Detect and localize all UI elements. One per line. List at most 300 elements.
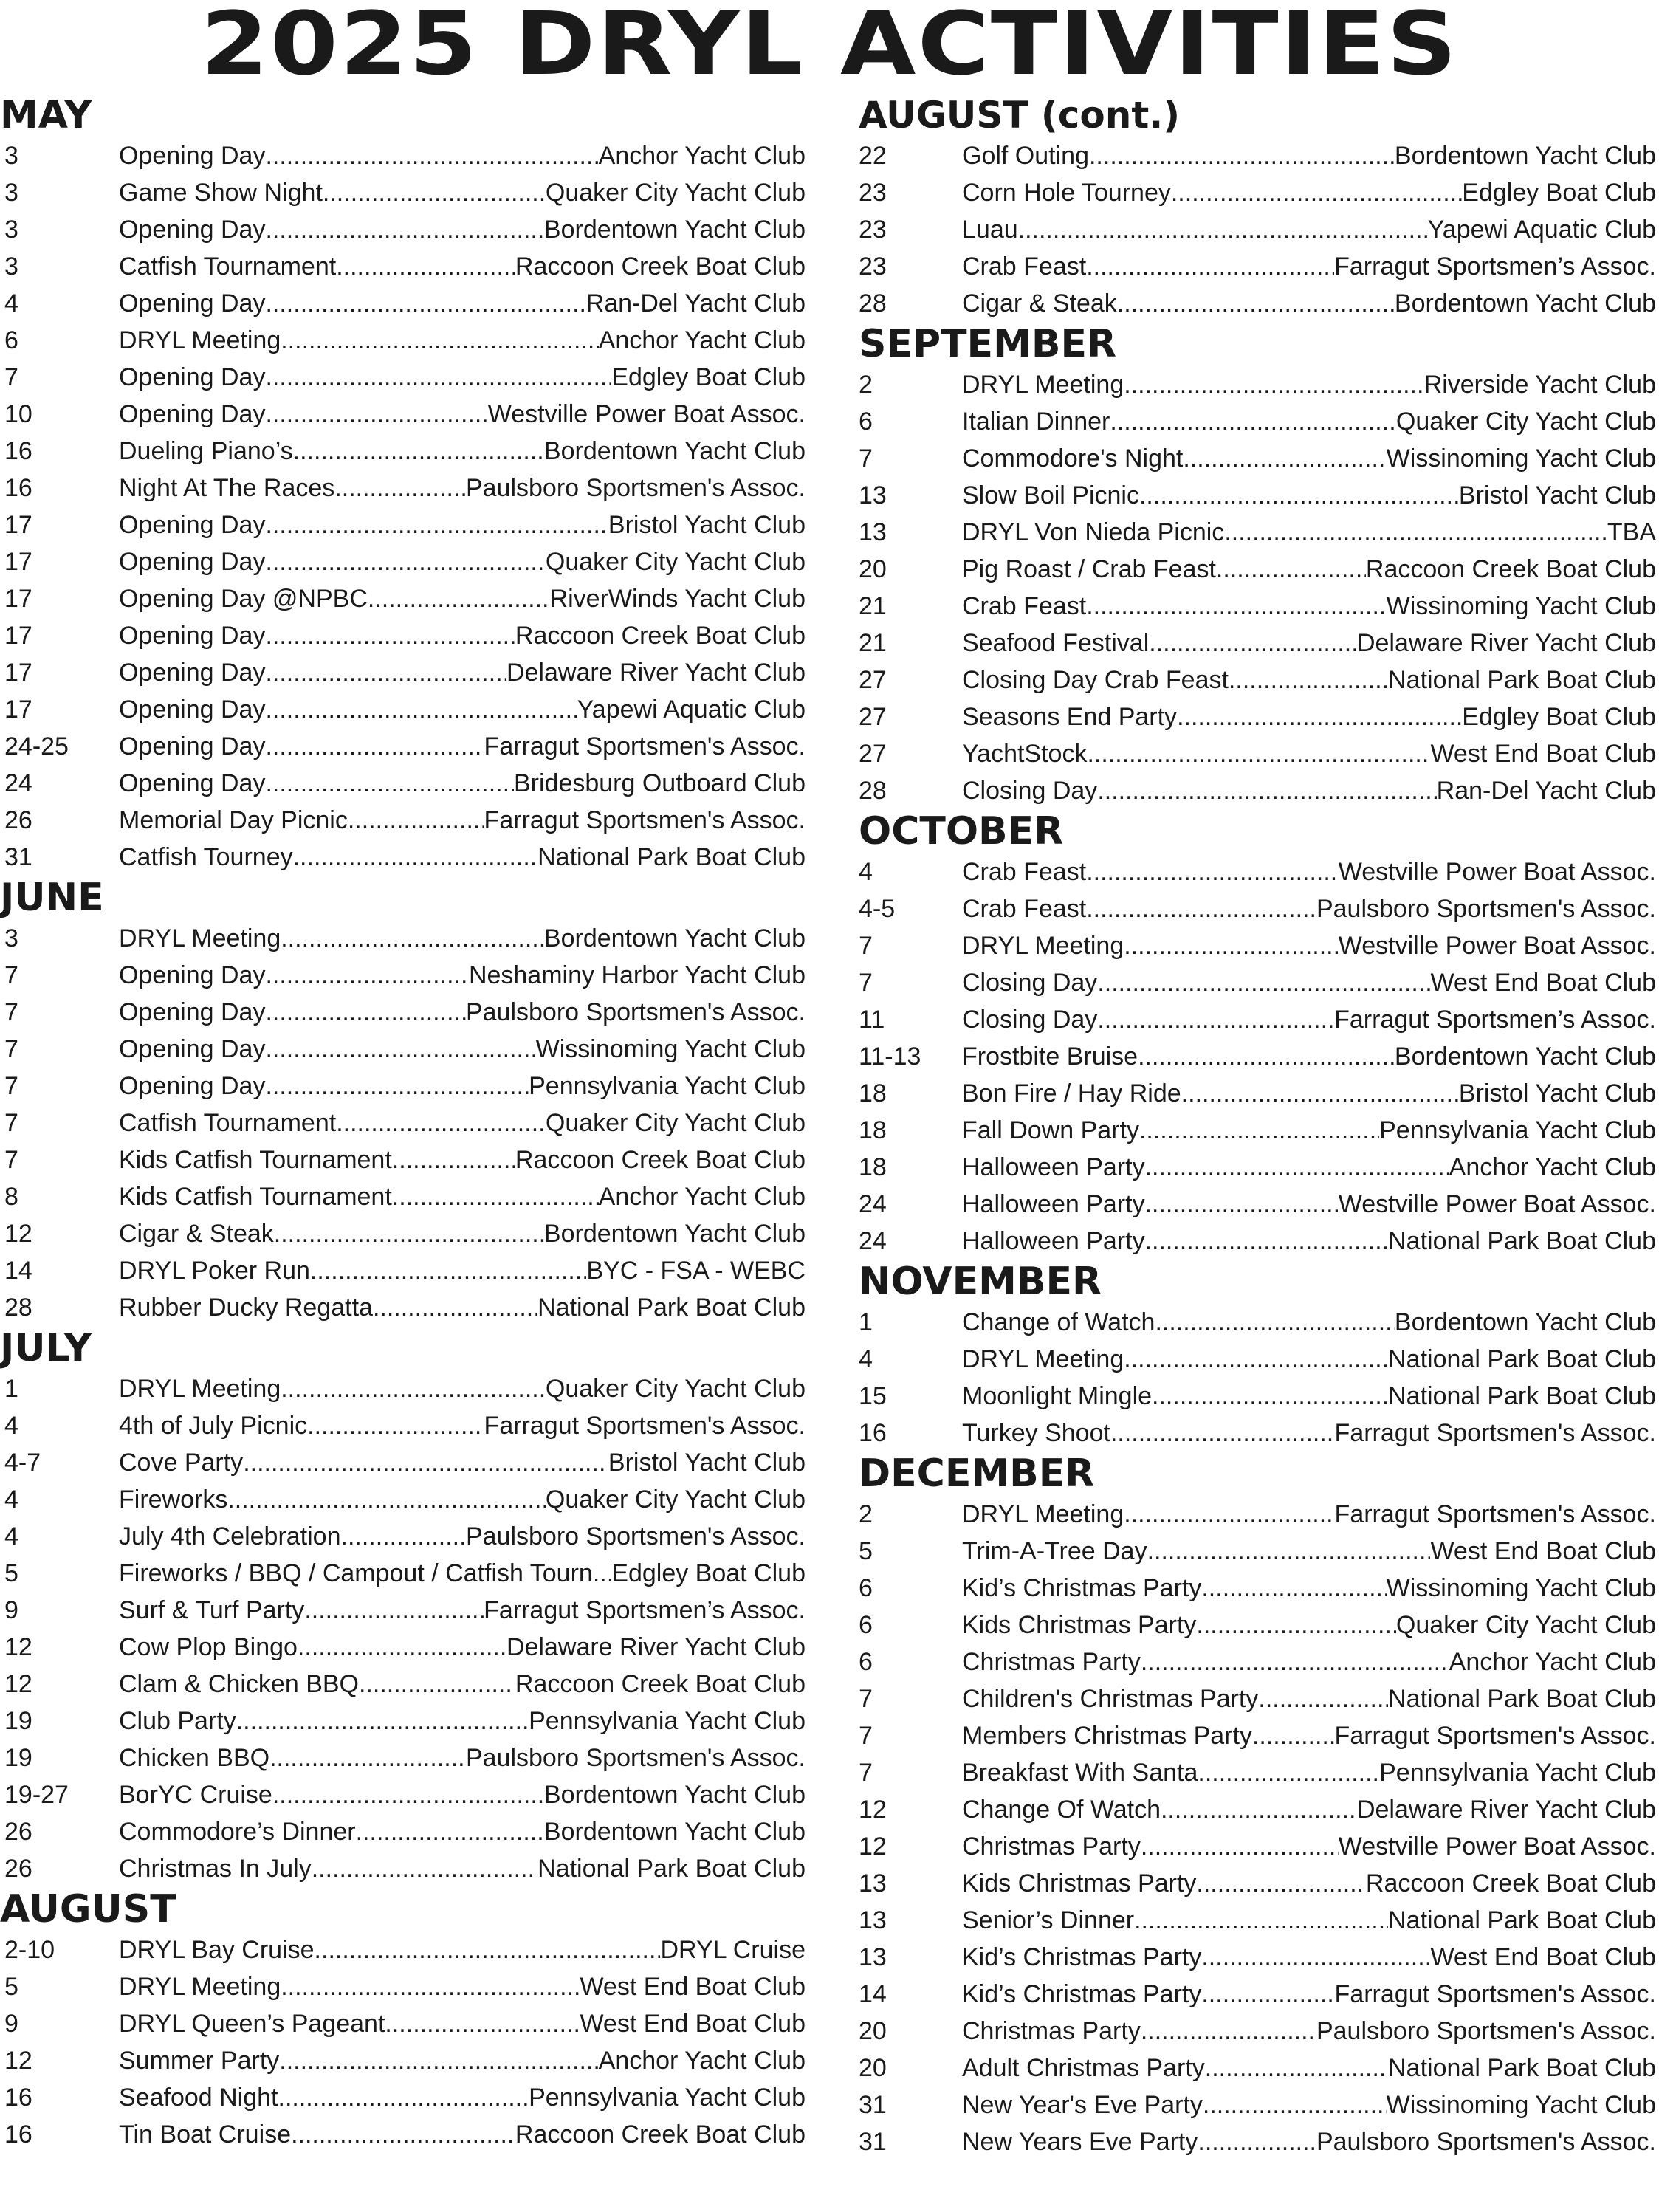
dot-leader [312,1850,537,1887]
dot-leader [1139,1112,1379,1149]
event-row [0,957,808,994]
event-name: Halloween Party [962,1153,1145,1181]
dot-leader [1097,964,1430,1001]
event-name: Dueling Piano’s [119,437,293,465]
event-name: Summer Party [119,2047,280,2075]
event-name: Seasons End Party [962,703,1178,731]
dot-leader [1124,927,1339,964]
event-venue: Paulsboro Sportsmen's Assoc. [465,474,806,502]
event-row [859,1496,1659,1533]
event-row [0,1703,808,1739]
event-venue: West End Boat Club [580,1973,806,2001]
event-name: Christmas In July [119,1855,312,1883]
dot-leader [265,543,545,580]
event-venue: Farragut Sportsmen's Assoc. [484,1412,806,1440]
dot-leader [1139,477,1459,514]
event-row [0,1481,808,1518]
dot-leader [281,1370,546,1407]
event-date: 14 [859,1980,887,2008]
event-date: 2 [859,1500,873,1528]
left-column [0,93,808,2153]
event-date: 4-7 [4,1449,41,1477]
dot-leader [1117,285,1395,322]
event-date: 18 [859,1079,887,1107]
event-name: Opening Day [119,400,266,428]
event-venue: National Park Boat Club [1388,2054,1656,2082]
event-date: 3 [4,142,18,170]
event-row [0,285,808,322]
dot-leader [279,2042,598,2079]
event-venue: Bordentown Yacht Club [543,216,806,244]
dot-leader [1097,772,1436,809]
dot-leader [1201,1976,1334,2013]
dot-leader [269,1739,466,1776]
event-row [859,477,1659,514]
event-date: 7 [4,1109,18,1137]
event-date: 6 [859,408,873,436]
event-date: 6 [4,326,18,354]
event-name: Chicken BBQ [119,1744,270,1772]
dot-leader [281,920,544,957]
event-name: Seafood Night [119,2084,278,2112]
event-name: Opening Day [119,1072,266,1100]
dot-leader [1147,1533,1431,1570]
event-name: Cow Plop Bingo [119,1633,298,1661]
event-venue: Paulsboro Sportsmen's Assoc. [1316,2128,1656,2156]
event-name: July 4th Celebration [119,1522,341,1550]
dot-leader [236,1703,529,1739]
event-row [0,543,808,580]
event-row [0,137,808,174]
event-venue: Pennsylvania Yacht Club [529,1707,806,1735]
event-row [0,1407,808,1444]
section-june [0,876,808,1326]
dot-leader [1018,211,1428,248]
dot-leader [392,1141,515,1178]
event-row [0,1813,808,1850]
event-row [859,551,1659,588]
event-date: 4 [4,1485,18,1514]
dot-leader [1134,1902,1388,1939]
month-heading: NOVEMBER [859,1260,1102,1304]
event-venue: Quaker City Yacht Club [1395,408,1656,436]
event-venue: Pennsylvania Yacht Club [529,2084,806,2112]
event-row [859,1001,1659,1038]
dot-leader [1161,1791,1357,1828]
event-venue: Paulsboro Sportsmen's Assoc. [465,1522,806,1550]
dot-leader [1196,1607,1395,1643]
event-venue: West End Boat Club [1430,969,1656,997]
event-row [0,1444,808,1481]
event-date: 4-5 [859,895,896,923]
event-name: Opening Day [119,732,266,760]
event-venue: Wissinoming Yacht Club [535,1035,806,1063]
event-name: BorYC Cruise [119,1781,272,1809]
event-date: 24-25 [4,732,69,760]
event-venue: Wissinoming Yacht Club [1386,2091,1656,2119]
dot-leader [265,211,543,248]
event-row [859,1939,1659,1976]
event-date: 20 [859,2054,887,2082]
event-venue: Westville Power Boat Assoc. [1338,932,1656,960]
event-venue: Delaware River Yacht Club [506,1633,806,1661]
event-row [0,1215,808,1252]
event-row [0,1068,808,1105]
event-venue: National Park Boat Club [1388,666,1656,694]
event-date: 12 [4,1633,32,1661]
event-row [859,1865,1659,1902]
dot-leader [1224,514,1607,551]
event-date: 21 [859,592,887,620]
event-venue: Quaker City Yacht Club [545,1485,806,1514]
event-venue: Ran-Del Yacht Club [585,289,806,317]
event-name: Crab Feast [962,858,1087,886]
month-heading: JUNE [0,876,104,920]
event-row [0,2079,808,2116]
event-venue: Neshaminy Harbor Yacht Club [468,961,806,989]
event-date: 4 [859,858,873,886]
event-row [859,662,1659,698]
event-name: Adult Christmas Party [962,2054,1205,2082]
dot-leader [1138,1038,1395,1075]
event-venue: West End Boat Club [1430,1943,1656,1971]
dot-leader [1177,698,1462,735]
event-name: Opening Day [119,1035,266,1063]
event-date: 9 [4,2010,18,2038]
event-row [859,1186,1659,1223]
event-name: Halloween Party [962,1227,1145,1255]
event-name: Closing Day [962,969,1098,997]
event-row [859,1680,1659,1717]
event-venue: Bridesburg Outboard Club [513,769,806,797]
event-name: Memorial Day Picnic [119,806,348,834]
event-date: 23 [859,253,887,281]
event-venue: Quaker City Yacht Club [1395,1611,1656,1639]
event-venue: Westville Power Boat Assoc. [487,400,806,428]
right-column [859,93,1659,2160]
event-name: New Years Eve Party [962,2128,1198,2156]
event-row [0,1178,808,1215]
event-date: 17 [4,548,32,576]
event-date: 22 [859,142,887,170]
dot-leader [307,1407,484,1444]
event-row [859,1304,1659,1341]
dot-leader [265,1031,535,1068]
event-row [859,248,1659,285]
dot-leader [1086,248,1334,285]
dot-leader [315,1931,661,1968]
event-date: 17 [4,622,32,650]
event-venue: Bristol Yacht Club [608,511,806,539]
event-row [0,1105,808,1141]
event-row [0,654,808,691]
event-name: Surf & Turf Party [119,1596,305,1624]
event-row [859,1607,1659,1643]
event-date: 7 [4,961,18,989]
dot-leader [265,617,515,654]
dot-leader [1145,1149,1449,1186]
event-venue: Quaker City Yacht Club [545,1375,806,1403]
event-date: 16 [4,2120,32,2149]
event-name: DRYL Meeting [962,932,1124,960]
event-name: Opening Day @NPBC [119,585,368,613]
dot-leader [1183,440,1386,477]
dot-leader [1181,1075,1459,1112]
event-row [859,588,1659,625]
event-name: Night At The Races [119,474,335,502]
event-name: Catfish Tourney [119,843,293,871]
event-venue: Paulsboro Sportsmen's Assoc. [465,998,806,1026]
event-row [0,1850,808,1887]
event-date: 4 [4,289,18,317]
dot-leader [1145,1186,1339,1223]
event-date: 12 [4,1220,32,1248]
event-date: 17 [4,511,32,539]
event-name: Kids Catfish Tournament [119,1146,392,1174]
event-venue: Wissinoming Yacht Club [1386,592,1656,620]
event-date: 21 [859,629,887,657]
dot-leader [348,802,484,839]
event-name: Game Show Night [119,179,323,207]
event-venue: Bordentown Yacht Club [543,1220,806,1248]
event-date: 7 [4,363,18,391]
event-date: 31 [859,2091,887,2119]
event-row [859,625,1659,662]
event-row [859,2013,1659,2050]
event-venue: Delaware River Yacht Club [1356,1796,1656,1824]
event-row [859,440,1659,477]
event-name: DRYL Meeting [119,1973,281,2001]
event-date: 9 [4,1596,18,1624]
dot-leader [1141,2013,1316,2050]
dot-leader [265,137,598,174]
event-name: Bon Fire / Hay Ride [962,1079,1181,1107]
event-row [0,691,808,728]
event-row [859,1902,1659,1939]
month-heading: AUGUST (cont.) [859,94,1181,137]
event-date: 16 [859,1419,887,1447]
event-name: Moonlight Mingle [962,1382,1153,1410]
dot-leader [293,433,544,470]
event-venue: Raccoon Creek Boat Club [515,622,806,650]
event-venue: Westville Power Boat Assoc. [1338,858,1656,886]
event-name: DRYL Meeting [962,1500,1124,1528]
event-date: 13 [859,1943,887,1971]
event-name: Kids Christmas Party [962,1869,1197,1897]
event-name: Opening Day [119,216,266,244]
event-row [0,1252,808,1289]
event-date: 28 [4,1294,32,1322]
event-row [0,174,808,211]
event-date: 28 [859,289,887,317]
event-name: Catfish Tournament [119,253,337,281]
dot-leader [341,1518,466,1555]
dot-leader [1201,1570,1386,1607]
section-december [859,1452,1659,2160]
dot-leader [359,1666,515,1703]
event-name: Closing Day [962,777,1098,805]
event-name: Pig Roast / Crab Feast [962,555,1216,583]
event-date: 4 [4,1412,18,1440]
event-date: 3 [4,179,18,207]
event-name: Luau [962,216,1018,244]
event-date: 8 [4,1183,18,1211]
event-venue: Quaker City Yacht Club [545,548,806,576]
event-venue: Farragut Sportsmen's Assoc. [1334,1500,1656,1528]
event-venue: Farragut Sportsmen’s Assoc. [1334,253,1656,281]
event-name: Kid’s Christmas Party [962,1943,1202,1971]
event-venue: Bordentown Yacht Club [1394,289,1656,317]
event-name: Rubber Ducky Regatta [119,1294,373,1322]
event-name: Closing Day [962,1006,1098,1034]
event-date: 24 [859,1190,887,1218]
dot-leader [243,1444,608,1481]
dot-leader [265,359,611,396]
event-name: Senior’s Dinner [962,1906,1135,1934]
event-row [0,1592,808,1629]
event-venue: Yapewi Aquatic Club [577,695,806,724]
event-venue: Anchor Yacht Club [598,142,806,170]
event-row [859,1378,1659,1415]
event-row [0,802,808,839]
dot-leader [265,506,608,543]
event-venue: Wissinoming Yacht Club [1386,444,1656,473]
event-venue: Westville Power Boat Assoc. [1338,1833,1656,1861]
event-venue: National Park Boat Club [1388,1685,1656,1713]
event-date: 20 [859,555,887,583]
event-row [859,211,1659,248]
event-date: 3 [4,924,18,952]
event-venue: National Park Boat Club [537,843,806,871]
event-name: Turkey Shoot [962,1419,1110,1447]
event-date: 7 [859,444,873,473]
event-row [859,698,1659,735]
dot-leader [272,1776,544,1813]
event-row [859,366,1659,403]
event-venue: National Park Boat Club [1388,1382,1656,1410]
dot-leader [368,580,550,617]
event-venue: National Park Boat Club [1388,1227,1656,1255]
section-august-cont [859,93,1659,322]
event-date: 19-27 [4,1781,69,1809]
event-name: Golf Outing [962,142,1089,170]
event-date: 3 [4,253,18,281]
event-name: Seafood Festival [962,629,1150,657]
event-row [859,1341,1659,1378]
event-row [0,2005,808,2042]
event-row [0,920,808,957]
event-venue: National Park Boat Club [1388,1345,1656,1373]
event-name: DRYL Meeting [119,924,281,952]
event-row [0,1666,808,1703]
event-venue: Edgley Boat Club [1462,179,1656,207]
event-name: Opening Day [119,289,266,317]
event-name: Club Party [119,1707,236,1735]
event-date: 12 [859,1796,887,1824]
event-date: 13 [859,1906,887,1934]
section-november [859,1260,1659,1452]
event-date: 7 [859,1759,873,1787]
dot-leader [265,994,465,1031]
event-name: Kid’s Christmas Party [962,1980,1202,2008]
event-name: Opening Day [119,695,266,724]
event-name: DRYL Meeting [119,1375,281,1403]
event-venue: Bordentown Yacht Club [543,1781,806,1809]
event-date: 24 [4,769,32,797]
event-name: Kids Christmas Party [962,1611,1197,1639]
event-venue: Ran-Del Yacht Club [1436,777,1656,805]
event-date: 12 [859,1833,887,1861]
event-venue: Bristol Yacht Club [1458,1079,1656,1107]
event-venue: Farragut Sportsmen’s Assoc. [1334,1006,1656,1034]
dot-leader [1086,588,1386,625]
event-row [859,1570,1659,1607]
event-venue: Raccoon Creek Boat Club [515,1670,806,1698]
event-row [0,506,808,543]
month-heading: DECEMBER [859,1452,1095,1496]
event-date: 7 [859,932,873,960]
section-october [859,809,1659,1260]
event-name: Cove Party [119,1449,244,1477]
event-venue: Bristol Yacht Club [1458,481,1656,509]
event-row [0,248,808,285]
event-name: Change of Watch [962,1308,1155,1336]
event-row [0,1555,808,1592]
event-row [0,1931,808,1968]
event-row [859,285,1659,322]
event-date: 23 [859,216,887,244]
dot-leader [1229,662,1388,698]
dot-leader [1086,890,1316,927]
section-may [0,93,808,876]
event-row [0,211,808,248]
dot-leader [281,1968,580,2005]
event-venue: RiverWinds Yacht Club [549,585,806,613]
event-venue: Bordentown Yacht Club [543,924,806,952]
event-date: 23 [859,179,887,207]
event-row [0,1289,808,1326]
event-row [0,580,808,617]
event-row [0,1518,808,1555]
event-row [859,2050,1659,2086]
event-date: 7 [4,1035,18,1063]
event-venue: West End Boat Club [580,2010,806,2038]
month-heading: JULY [0,1326,92,1370]
event-name: Opening Day [119,998,266,1026]
dot-leader [1196,1865,1366,1902]
event-venue: Anchor Yacht Club [598,326,806,354]
dot-leader [1110,403,1396,440]
event-row [859,735,1659,772]
event-row [0,1141,808,1178]
page-title: 2025 DRYL ACTIVITIES [200,0,1459,95]
event-date: 6 [859,1574,873,1602]
event-name: DRYL Meeting [962,1345,1124,1373]
event-row [859,1038,1659,1075]
event-name: DRYL Meeting [119,326,281,354]
dot-leader [310,1252,587,1289]
dot-leader [334,470,466,506]
section-july [0,1326,808,1887]
dot-leader [336,248,515,285]
event-name: Opening Day [119,142,266,170]
event-venue: Pennsylvania Yacht Club [1379,1759,1656,1787]
dot-leader [385,2005,580,2042]
event-row [859,1149,1659,1186]
event-row [859,1533,1659,1570]
month-heading: OCTOBER [859,809,1064,853]
event-venue: National Park Boat Club [1388,1906,1656,1934]
